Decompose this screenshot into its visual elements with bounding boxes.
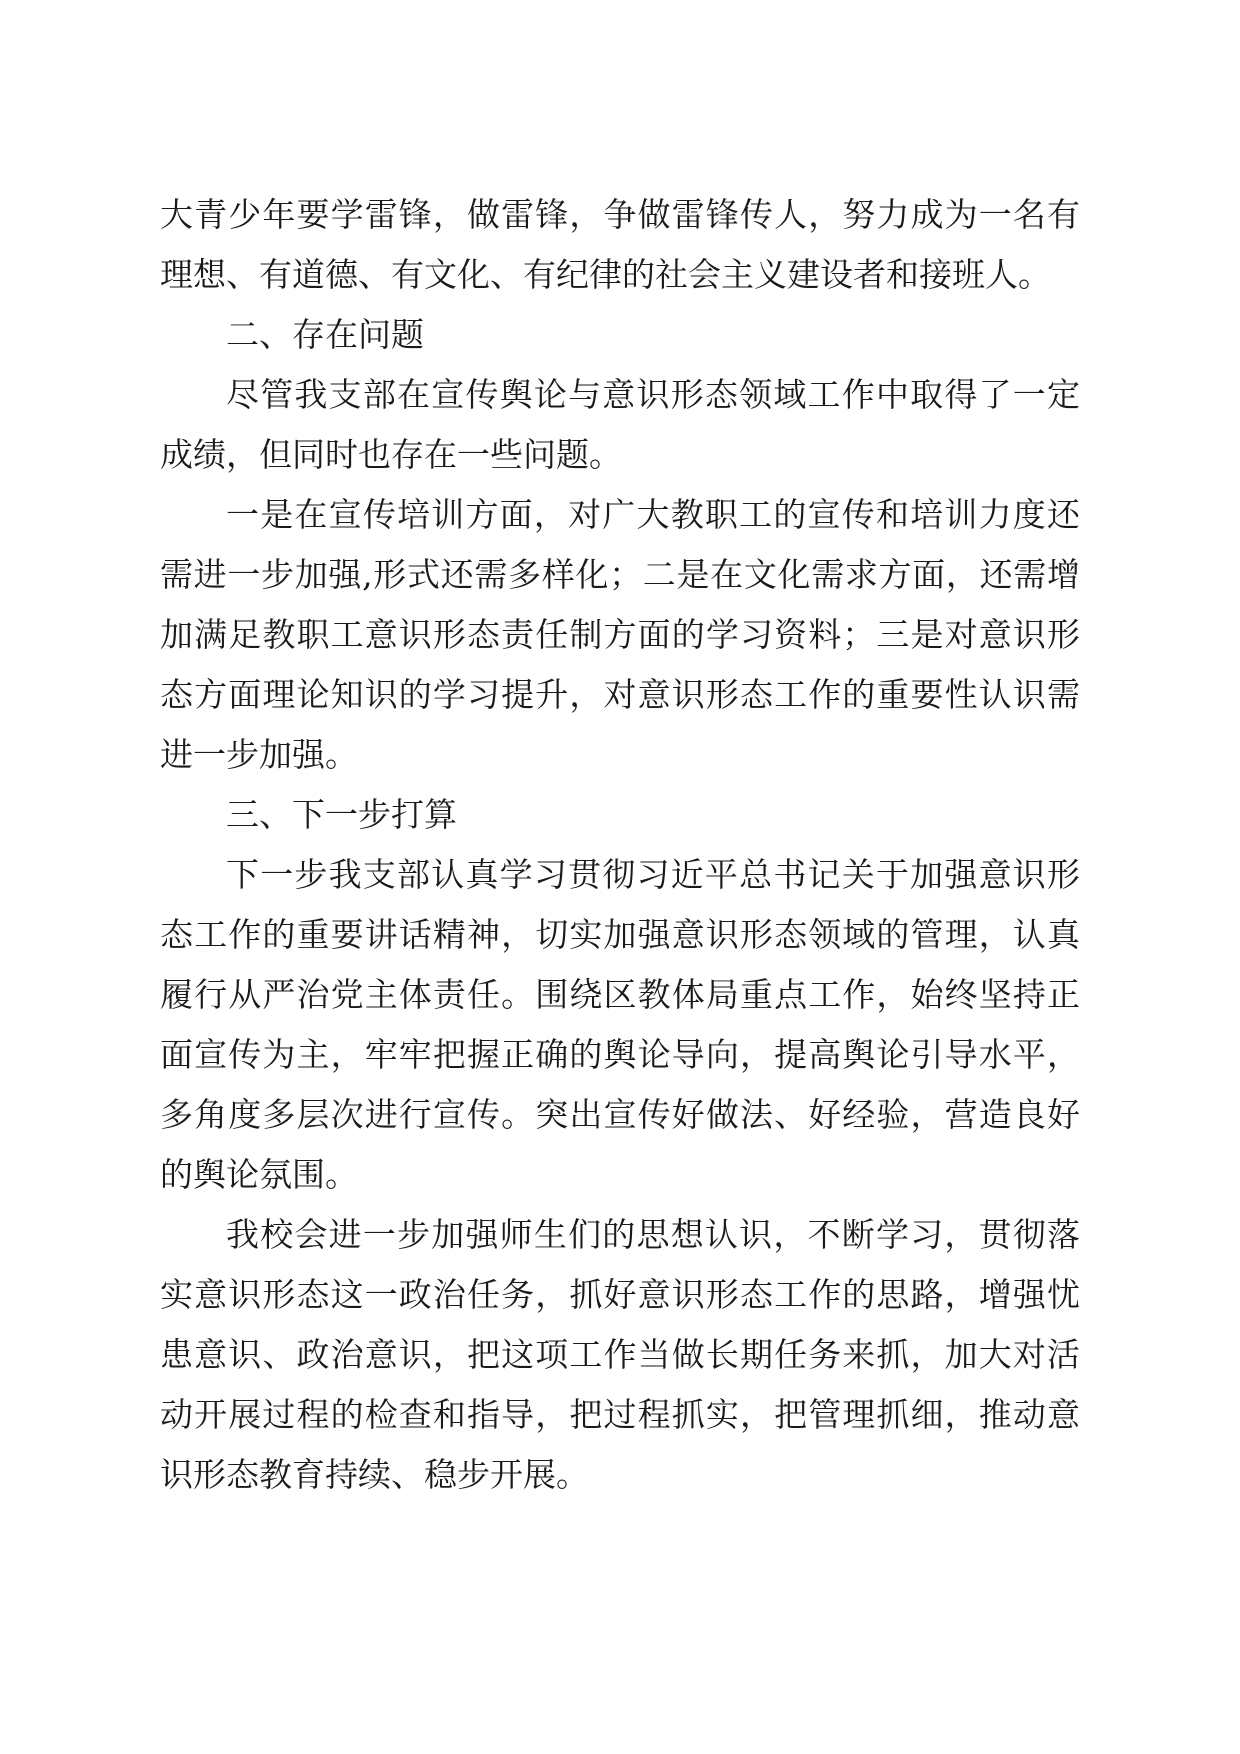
text-line: 加满足教职工意识形态责任制方面的学习资料；三是对意识形 — [160, 615, 1080, 654]
text-line: 的舆论氛围。 — [160, 1155, 358, 1194]
text-line: 一是在宣传培训方面，对广大教职工的宣传和培训力度还 — [226, 495, 1080, 534]
text-line: 识形态教育持续、稳步开展。 — [160, 1455, 589, 1494]
paragraph-school-commitment — [160, 1205, 1080, 1505]
text-line: 需进一步加强,形式还需多样化；二是在文化需求方面，还需增 — [160, 555, 1080, 594]
section-heading-next-steps — [160, 785, 1080, 845]
heading-text: 二、存在问题 — [226, 315, 424, 354]
text-line: 尽管我支部在宣传舆论与意识形态领域工作中取得了一定 — [226, 375, 1080, 414]
text-line: 进一步加强。 — [160, 735, 358, 774]
document-body — [160, 185, 1080, 1505]
text-line: 面宣传为主，牢牢把握正确的舆论导向，提高舆论引导水平， — [160, 1035, 1080, 1074]
text-line: 多角度多层次进行宣传。突出宣传好做法、好经验，营造良好 — [160, 1095, 1080, 1134]
paragraph-problems-intro — [160, 365, 1080, 485]
text-line: 患意识、政治意识，把这项工作当做长期任务来抓，加大对活 — [160, 1335, 1080, 1374]
text-line: 态方面理论知识的学习提升，对意识形态工作的重要性认识需 — [160, 675, 1080, 714]
section-heading-problems — [160, 305, 1080, 365]
text-line: 理想、有道德、有文化、有纪律的社会主义建设者和接班人。 — [160, 255, 1051, 294]
text-line: 实意识形态这一政治任务，抓好意识形态工作的思路，增强忧 — [160, 1275, 1080, 1314]
text-line: 履行从严治党主体责任。围绕区教体局重点工作，始终坚持正 — [160, 975, 1080, 1014]
text-line: 我校会进一步加强师生们的思想认识，不断学习，贯彻落 — [226, 1215, 1080, 1254]
text-line: 下一步我支部认真学习贯彻习近平总书记关于加强意识形 — [226, 855, 1080, 894]
heading-text: 三、下一步打算 — [226, 795, 457, 834]
text-line: 态工作的重要讲话精神，切实加强意识形态领域的管理，认真 — [160, 915, 1080, 954]
continuation-paragraph — [160, 185, 1080, 305]
paragraph-problems-detail — [160, 485, 1080, 785]
text-line: 动开展过程的检查和指导，把过程抓实，把管理抓细，推动意 — [160, 1395, 1080, 1434]
text-line: 成绩，但同时也存在一些问题。 — [160, 435, 622, 474]
text-line: 大青少年要学雷锋，做雷锋，争做雷锋传人，努力成为一名有 — [160, 195, 1080, 234]
paragraph-next-steps — [160, 845, 1080, 1205]
